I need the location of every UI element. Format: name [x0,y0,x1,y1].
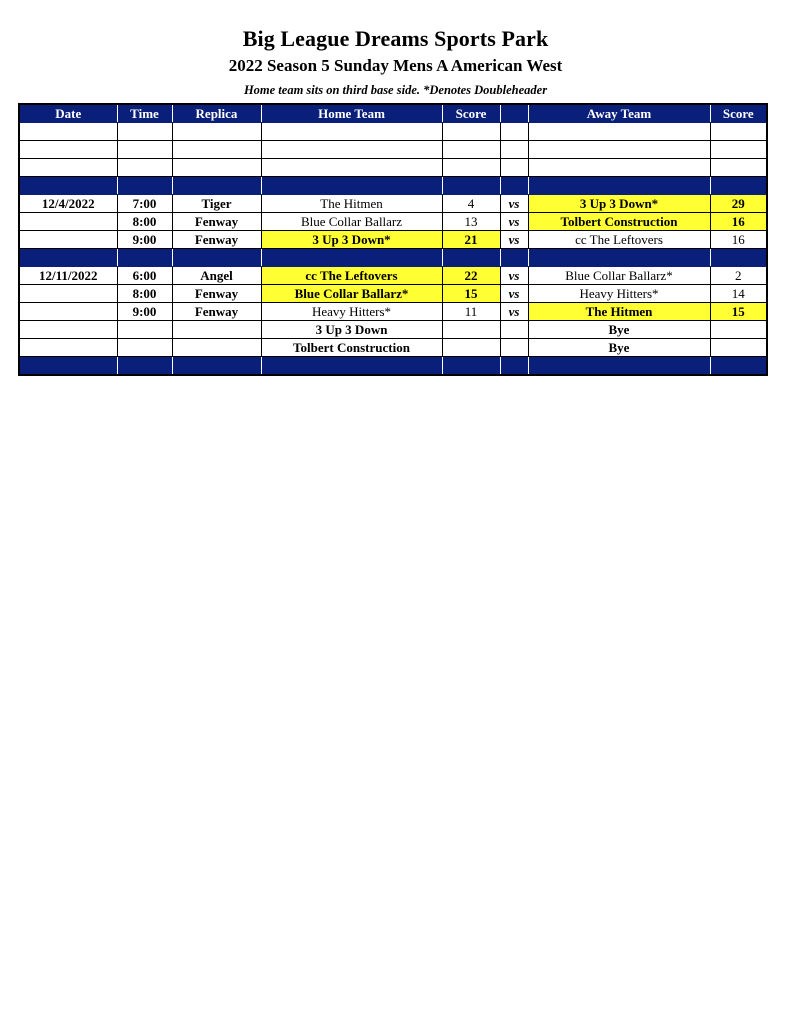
game-time: 9:00 [117,231,172,249]
away-score [710,321,767,339]
vs-label: vs [500,303,528,321]
col-header-away-team: Away Team [528,104,710,123]
home-score: 13 [442,213,500,231]
game-time: 9:00 [117,303,172,321]
table-row [19,321,767,339]
vs-label: vs [500,285,528,303]
away-team: 3 Up 3 Down* [528,195,710,213]
away-score [710,339,767,357]
vs-label: vs [500,213,528,231]
bye-team: Tolbert Construction [261,339,442,357]
col-header-home-score: Score [442,104,500,123]
field-replica [172,321,261,339]
col-header-home-team: Home Team [261,104,442,123]
field-replica: Fenway [172,231,261,249]
field-replica: Angel [172,267,261,285]
separator-band [19,357,767,376]
bye-team: 3 Up 3 Down [261,321,442,339]
game-time: 6:00 [117,267,172,285]
away-score: 15 [710,303,767,321]
table-row [19,213,767,231]
table-header-row [19,104,767,123]
away-score: 14 [710,285,767,303]
game-date [19,303,117,321]
col-header-time: Time [117,104,172,123]
col-header-away-score: Score [710,104,767,123]
home-score: 4 [442,195,500,213]
game-date [19,321,117,339]
schedule-note: Home team sits on third base side. *Denotes Doubleheader [243,83,548,97]
table-row [19,195,767,213]
empty-row [19,123,767,141]
col-header-date: Date [19,104,117,123]
vs-label: vs [500,267,528,285]
home-team: Blue Collar Ballarz [261,213,442,231]
home-team: Heavy Hitters* [261,303,442,321]
away-team: Heavy Hitters* [528,285,710,303]
home-score: 21 [442,231,500,249]
away-score: 16 [710,231,767,249]
game-time: 7:00 [117,195,172,213]
col-header-replica: Replica [172,104,261,123]
away-team: Blue Collar Ballarz* [528,267,710,285]
vs-label [500,339,528,357]
game-time [117,339,172,357]
game-time [117,321,172,339]
home-score [442,321,500,339]
bye-label: Bye [528,339,710,357]
game-date [19,339,117,357]
away-score: 16 [710,213,767,231]
home-score [442,339,500,357]
home-team: cc The Leftovers [261,267,442,285]
game-date: 12/4/2022 [19,195,117,213]
field-replica: Fenway [172,285,261,303]
vs-label: vs [500,231,528,249]
away-team: The Hitmen [528,303,710,321]
game-time: 8:00 [117,285,172,303]
schedule-table [18,103,768,376]
table-row [19,339,767,357]
home-score: 11 [442,303,500,321]
vs-label [500,321,528,339]
away-team: cc The Leftovers [528,231,710,249]
home-team: 3 Up 3 Down* [261,231,442,249]
col-header-vs [500,104,528,123]
game-time: 8:00 [117,213,172,231]
away-team: Tolbert Construction [528,213,710,231]
vs-label: vs [500,195,528,213]
home-score: 15 [442,285,500,303]
table-row [19,285,767,303]
field-replica: Fenway [172,303,261,321]
home-team: Blue Collar Ballarz* [261,285,442,303]
home-score: 22 [442,267,500,285]
bye-label: Bye [528,321,710,339]
field-replica: Fenway [172,213,261,231]
field-replica: Tiger [172,195,261,213]
game-date [19,285,117,303]
separator-band [19,249,767,267]
home-team: The Hitmen [261,195,442,213]
separator-band [19,177,767,195]
table-row [19,231,767,249]
empty-row [19,159,767,177]
game-date [19,231,117,249]
page-title: Big League Dreams Sports Park [242,26,549,51]
empty-row [19,141,767,159]
page-subtitle: 2022 Season 5 Sunday Mens A American West [228,56,563,75]
away-score: 29 [710,195,767,213]
field-replica [172,339,261,357]
away-score: 2 [710,267,767,285]
table-row [19,267,767,285]
table-row [19,303,767,321]
game-date: 12/11/2022 [19,267,117,285]
game-date [19,213,117,231]
